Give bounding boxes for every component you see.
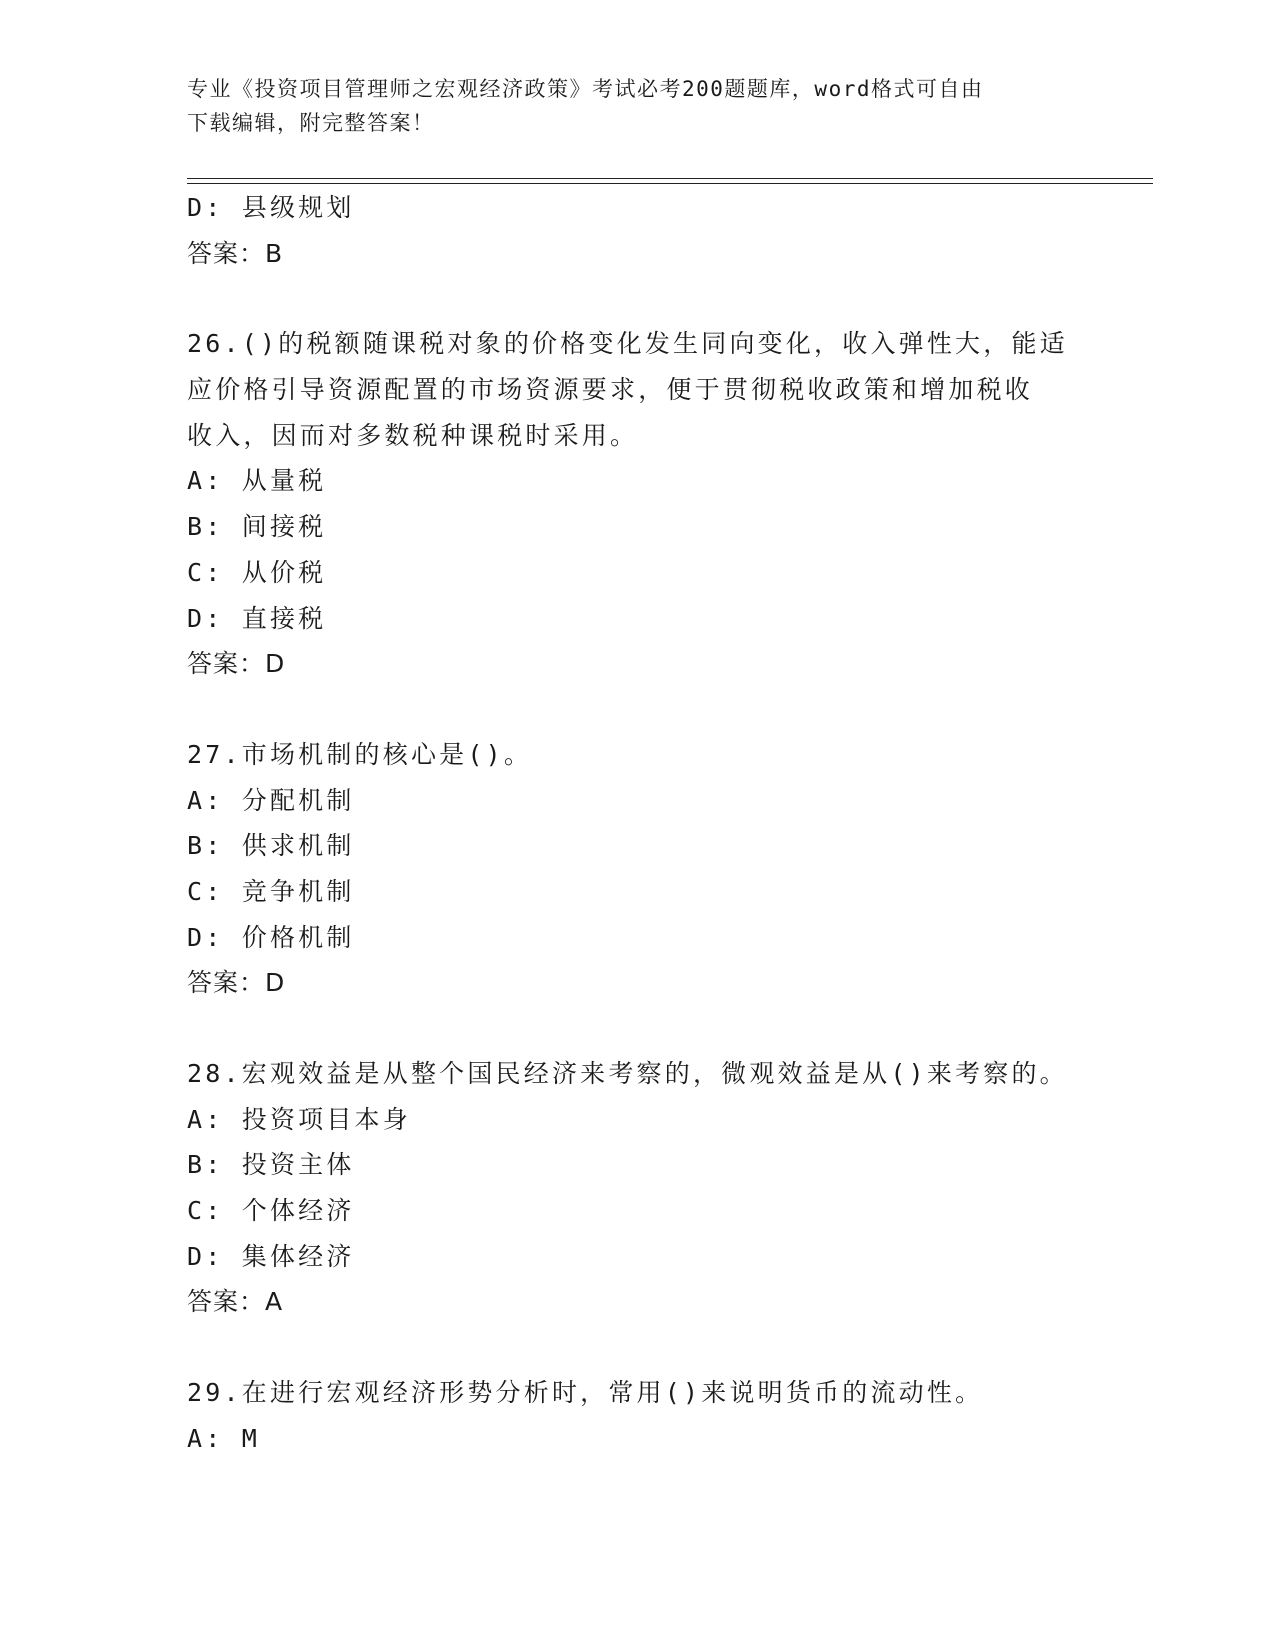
question-stem-line-3: 收入，因而对多数税种课税时采用。 (187, 420, 639, 450)
option-b: B: 供求机制 (187, 831, 355, 861)
answer-line: 答案：A (187, 1287, 284, 1317)
option-c: C: 个体经济 (187, 1196, 355, 1226)
question-stem: 29.在进行宏观经济形势分析时，常用()来说明货币的流动性。 (187, 1378, 984, 1408)
question-stem: 27.市场机制的核心是()。 (187, 739, 533, 769)
answer-line: 答案：B (187, 238, 284, 268)
header-divider-top (187, 178, 1153, 179)
answer-line: 答案：D (187, 968, 286, 998)
question-26 (187, 321, 1087, 687)
question-stem-line-1: 26.()的税额随课税对象的价格变化发生同向变化，收入弹性大，能适 (187, 329, 1068, 359)
question-29 (187, 1370, 1087, 1461)
option-a: A: 从量税 (187, 466, 327, 496)
option-d: D: 直接税 (187, 603, 327, 633)
option-d: D: 价格机制 (187, 922, 355, 952)
spacer (187, 687, 1087, 732)
question-27 (187, 732, 1087, 1006)
question-list (187, 185, 1087, 1462)
header-line-1: 专业《投资项目管理师之宏观经济政策》考试必考200题题库，word格式可自由 (187, 77, 984, 101)
question-stem: 28.宏观效益是从整个国民经济来考察的，微观效益是从()来考察的。 (187, 1059, 1068, 1088)
question-28 (187, 1051, 1087, 1325)
answer-line: 答案：D (187, 649, 286, 679)
option-a: A: 投资项目本身 (187, 1104, 411, 1134)
header-line-2: 下载编辑，附完整答案！ (187, 111, 435, 135)
spacer (187, 1325, 1087, 1370)
option-c: C: 从价税 (187, 557, 327, 587)
question-stem-line-2: 应价格引导资源配置的市场资源要求，便于贯彻税收政策和增加税收 (187, 375, 1034, 405)
spacer (187, 276, 1087, 321)
option-d: D: 县级规划 (187, 193, 355, 222)
spacer (187, 1006, 1087, 1051)
option-c: C: 竞争机制 (187, 876, 355, 906)
option-d: D: 集体经济 (187, 1241, 355, 1271)
option-a: A: M (187, 1423, 261, 1453)
question-25 (187, 185, 1087, 276)
document-header (187, 72, 1087, 140)
option-a: A: 分配机制 (187, 785, 355, 815)
option-b: B: 间接税 (187, 512, 327, 542)
option-b: B: 投资主体 (187, 1150, 355, 1180)
header-divider-bottom (187, 183, 1153, 184)
